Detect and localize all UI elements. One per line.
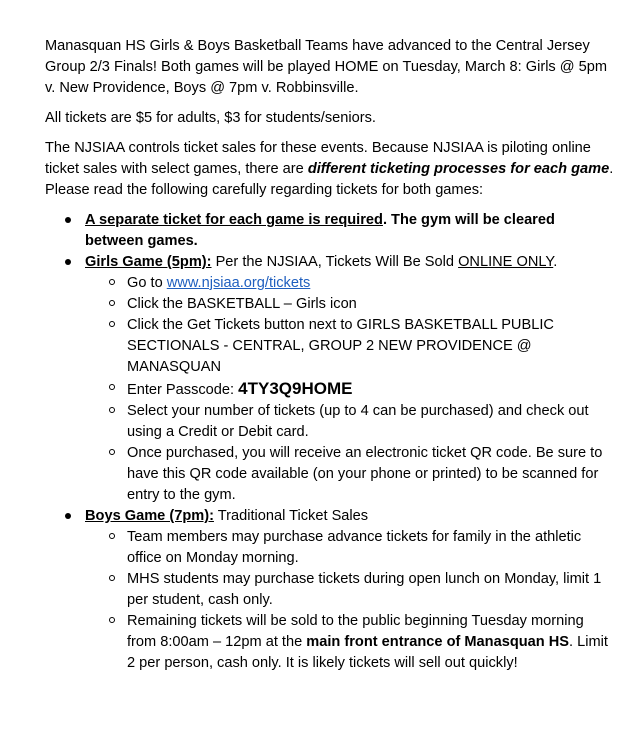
girls-steps xyxy=(85,273,614,506)
public-text-1: Remaining tickets will be sold to the public beginning Tuesday morning from 8:00am – 12pm at the xyxy=(127,613,584,650)
goto-prefix: Go to xyxy=(127,275,167,291)
step-qr-code: Once purchased, you will receive an electronic ticket QR code. Be sure to have this QR code available (on your phone or printed) to be scanned for entry to the gym. xyxy=(127,443,614,506)
gym-cleared-text: . The gym will be cleared between games. xyxy=(85,212,555,249)
boys-steps xyxy=(85,527,614,674)
separate-ticket-item xyxy=(85,210,614,252)
passcode-label: Enter Passcode: xyxy=(127,382,239,398)
boys-game-item xyxy=(85,506,614,674)
njsiaa-paragraph xyxy=(45,138,614,201)
njsiaa-text-2: . Please read the following carefully regarding tickets for both games: xyxy=(45,161,614,198)
girls-text-after: . xyxy=(553,254,558,270)
passcode-value: 4TY3Q9HOME xyxy=(238,379,353,398)
main-entrance-text: main front entrance of Manasquan HS xyxy=(306,634,570,650)
main-list xyxy=(45,210,614,674)
girls-game-item xyxy=(85,252,614,506)
step-team-members: Team members may purchase advance tickets for family in the athletic office on Monday morning. xyxy=(127,527,614,569)
step-public-sale xyxy=(127,611,614,674)
njsiaa-tickets-link[interactable]: www.njsiaa.org/tickets xyxy=(166,275,311,291)
step-mhs-students: MHS students may purchase tickets during open lunch on Monday, limit 1 per student, cash only. xyxy=(127,569,614,611)
boys-heading: Boys Game (7pm): xyxy=(85,508,214,524)
intro-paragraph: Manasquan HS Girls & Boys Basketball Teams have advanced to the Central Jersey Group 2/3 Finals! Both games will be played HOME on Tuesday, March 8: Girls @ 5pm v. New Providence, Boys @ 7pm v. Robbinsville. xyxy=(45,38,608,96)
online-only-text: ONLINE ONLY xyxy=(458,254,554,270)
njsiaa-text-1: The NJSIAA controls ticket sales for these events. Because NJSIAA is piloting online ticket sales with select games, there are xyxy=(45,140,591,177)
separate-ticket-text: A separate ticket for each game is required xyxy=(85,212,383,228)
public-text-2: . Limit 2 per person, cash only. It is likely tickets will sell out quickly! xyxy=(127,634,608,671)
girls-heading: Girls Game (5pm): xyxy=(85,254,212,270)
prices-paragraph: All tickets are $5 for adults, $3 for students/seniors. xyxy=(45,110,376,126)
step-passcode xyxy=(127,378,614,401)
step-click-get-tickets: Click the Get Tickets button next to GIRLS BASKETBALL PUBLIC SECTIONALS - CENTRAL, GROUP 2 NEW PROVIDENCE @ MANASQUAN xyxy=(127,315,614,378)
njsiaa-emphasis: different ticketing processes for each game xyxy=(307,161,610,177)
step-click-icon: Click the BASKETBALL – Girls icon xyxy=(127,294,614,315)
step-select-tickets: Select your number of tickets (up to 4 can be purchased) and check out using a Credit or Debit card. xyxy=(127,401,614,443)
boys-text: Traditional Ticket Sales xyxy=(213,508,369,524)
step-goto xyxy=(127,273,614,294)
girls-text-before: Per the NJSIAA, Tickets Will Be Sold xyxy=(211,254,459,270)
